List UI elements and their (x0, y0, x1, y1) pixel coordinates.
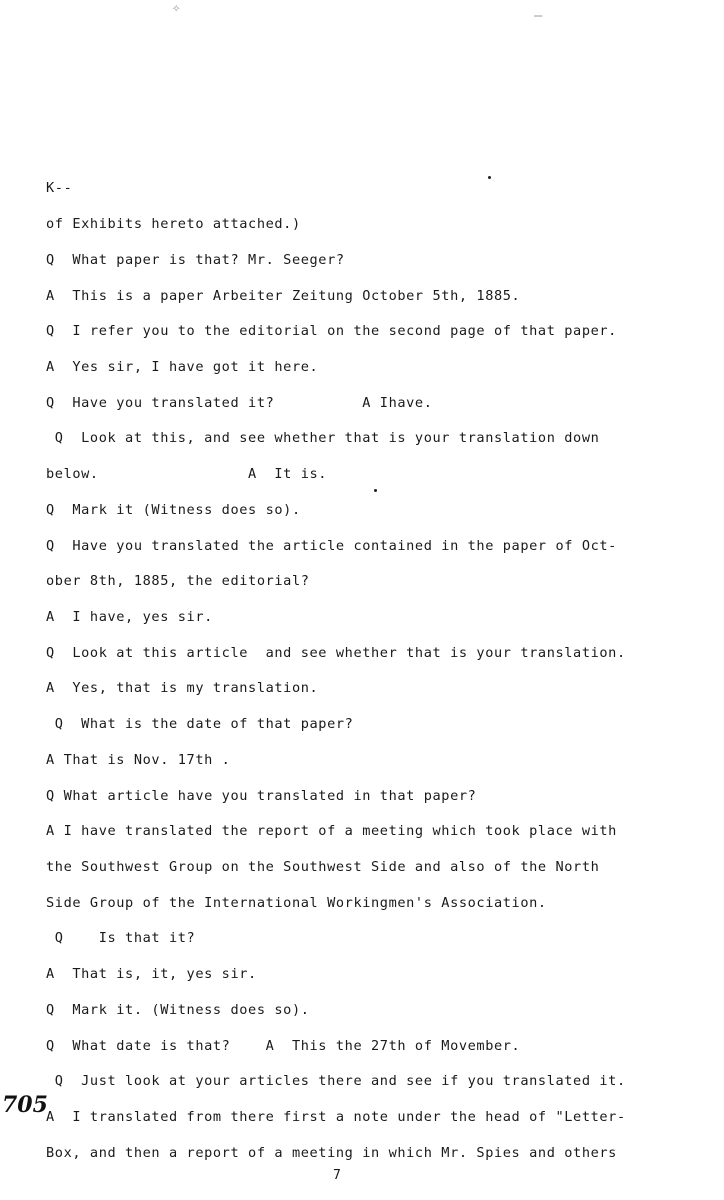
text-line: A I have, yes sir. (46, 609, 213, 625)
text-line: Q Just look at your articles there and see if you translated it. (46, 1073, 626, 1089)
text-line: Q What article have you translated in that paper? (46, 788, 477, 804)
text-line: of Exhibits hereto attached.) (46, 216, 301, 232)
binding-mark: ― (534, 8, 543, 24)
text-line: the Southwest Group on the Southwest Side and also of the North (46, 859, 600, 875)
text-line: Q Mark it (Witness does so). (46, 502, 301, 518)
text-line: Q Have you translated the article contained in the paper of Oct- (46, 538, 617, 554)
text-line: Q What date is that? A This the 27th of Movember. (46, 1038, 521, 1054)
text-line: A Yes sir, I have got it here. (46, 359, 319, 375)
text-line: Side Group of the International Workingmen's Association. (46, 895, 547, 911)
text-line: Q Is that it? (46, 930, 196, 946)
text-line: Q Look at this, and see whether that is your translation down (46, 430, 600, 446)
ink-speck (488, 176, 491, 179)
handwritten-margin-note: 705 (2, 1092, 48, 1118)
text-line: A Yes, that is my translation. (46, 680, 319, 696)
text-line: A I translated from there first a note under the head of "Letter- (46, 1109, 626, 1125)
text-line: K-- (46, 180, 73, 196)
text-line: A That is Nov. 17th . (46, 752, 231, 768)
text-line: Q Look at this article and see whether that is your translation. (46, 645, 626, 661)
text-line: Q What paper is that? Mr. Seeger? (46, 252, 345, 268)
page-number: 7 (333, 1168, 341, 1183)
text-line: A I have translated the report of a meeting which took place with (46, 823, 617, 839)
ink-speck (374, 489, 377, 492)
text-line: A This is a paper Arbeiter Zeitung October 5th, 1885. (46, 288, 521, 304)
text-line: Q What is the date of that paper? (46, 716, 354, 732)
text-line: A That is, it, yes sir. (46, 966, 257, 982)
text-line: Box, and then a report of a meeting in which Mr. Spies and others (46, 1145, 617, 1161)
text-line: below. A It is. (46, 466, 328, 482)
text-line: Q Have you translated it? A Ihave. (46, 395, 433, 411)
binding-mark: ✧ (172, 0, 181, 16)
text-line: Q I refer you to the editorial on the second page of that paper. (46, 323, 617, 339)
text-line: ober 8th, 1885, the editorial? (46, 573, 310, 589)
text-line: Q Mark it. (Witness does so). (46, 1002, 310, 1018)
